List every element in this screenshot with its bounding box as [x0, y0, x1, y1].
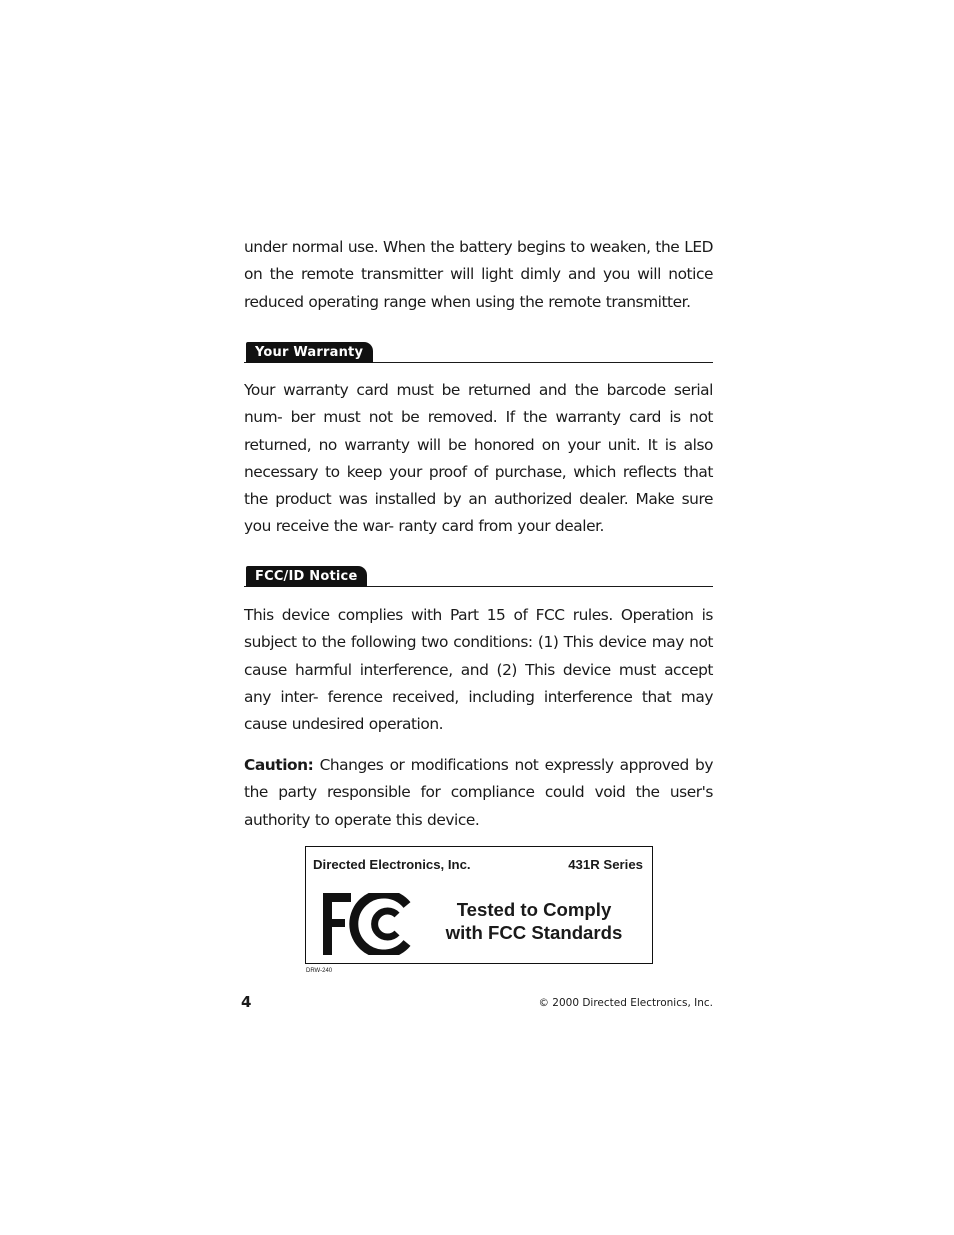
fcc-label-series: 431R Series — [568, 857, 643, 872]
fcc-tested-text — [432, 898, 636, 944]
caution-text: Changes or modifications not expressly approved by the party responsible for compliance could void the user's authority to operate this device. — [244, 756, 713, 829]
copyright-notice: © 2000 Directed Electronics, Inc. — [538, 997, 713, 1009]
warranty-heading-tab: Your Warranty — [246, 342, 373, 363]
warranty-paragraph: Your warranty card must be returned and the barcode serial num- ber must not be removed. If the warranty card is not returned, no warranty will be honored on your unit. It is also necessary to keep your proof of purchase, which reflects that the product was installed by an authorized dealer. Make sure you receive the war- ranty card from your dealer. — [244, 381, 713, 536]
caution-label: Caution: — [244, 756, 314, 774]
fcc-logo-icon — [323, 893, 411, 955]
page-number: 4 — [241, 993, 252, 1011]
fcc-paragraph: This device complies with Part 15 of FCC rules. Operation is subject to the following two conditions: (1) This device may not cause harmful interference, and (2) This device must accept any inter- ference received, including interference that may cause undesired operation. — [244, 606, 713, 734]
fcc-label-company: Directed Electronics, Inc. — [313, 857, 471, 872]
intro-paragraph: under normal use. When the battery begins to weaken, the LED on the remote transmitter will light dimly and you will notice reduced operating range when using the remote transmitter. — [244, 238, 713, 311]
warranty-section-heading — [244, 341, 713, 363]
fcc-section-heading — [244, 565, 713, 587]
drawing-code: DRW-240 — [306, 968, 333, 974]
fcc-tested-line1: Tested to Comply — [456, 899, 612, 920]
fcc-tested-line2: with FCC Standards — [445, 922, 623, 943]
caution-paragraph — [244, 752, 713, 834]
fcc-heading-tab: FCC/ID Notice — [246, 566, 367, 587]
fcc-compliance-label — [305, 846, 653, 964]
